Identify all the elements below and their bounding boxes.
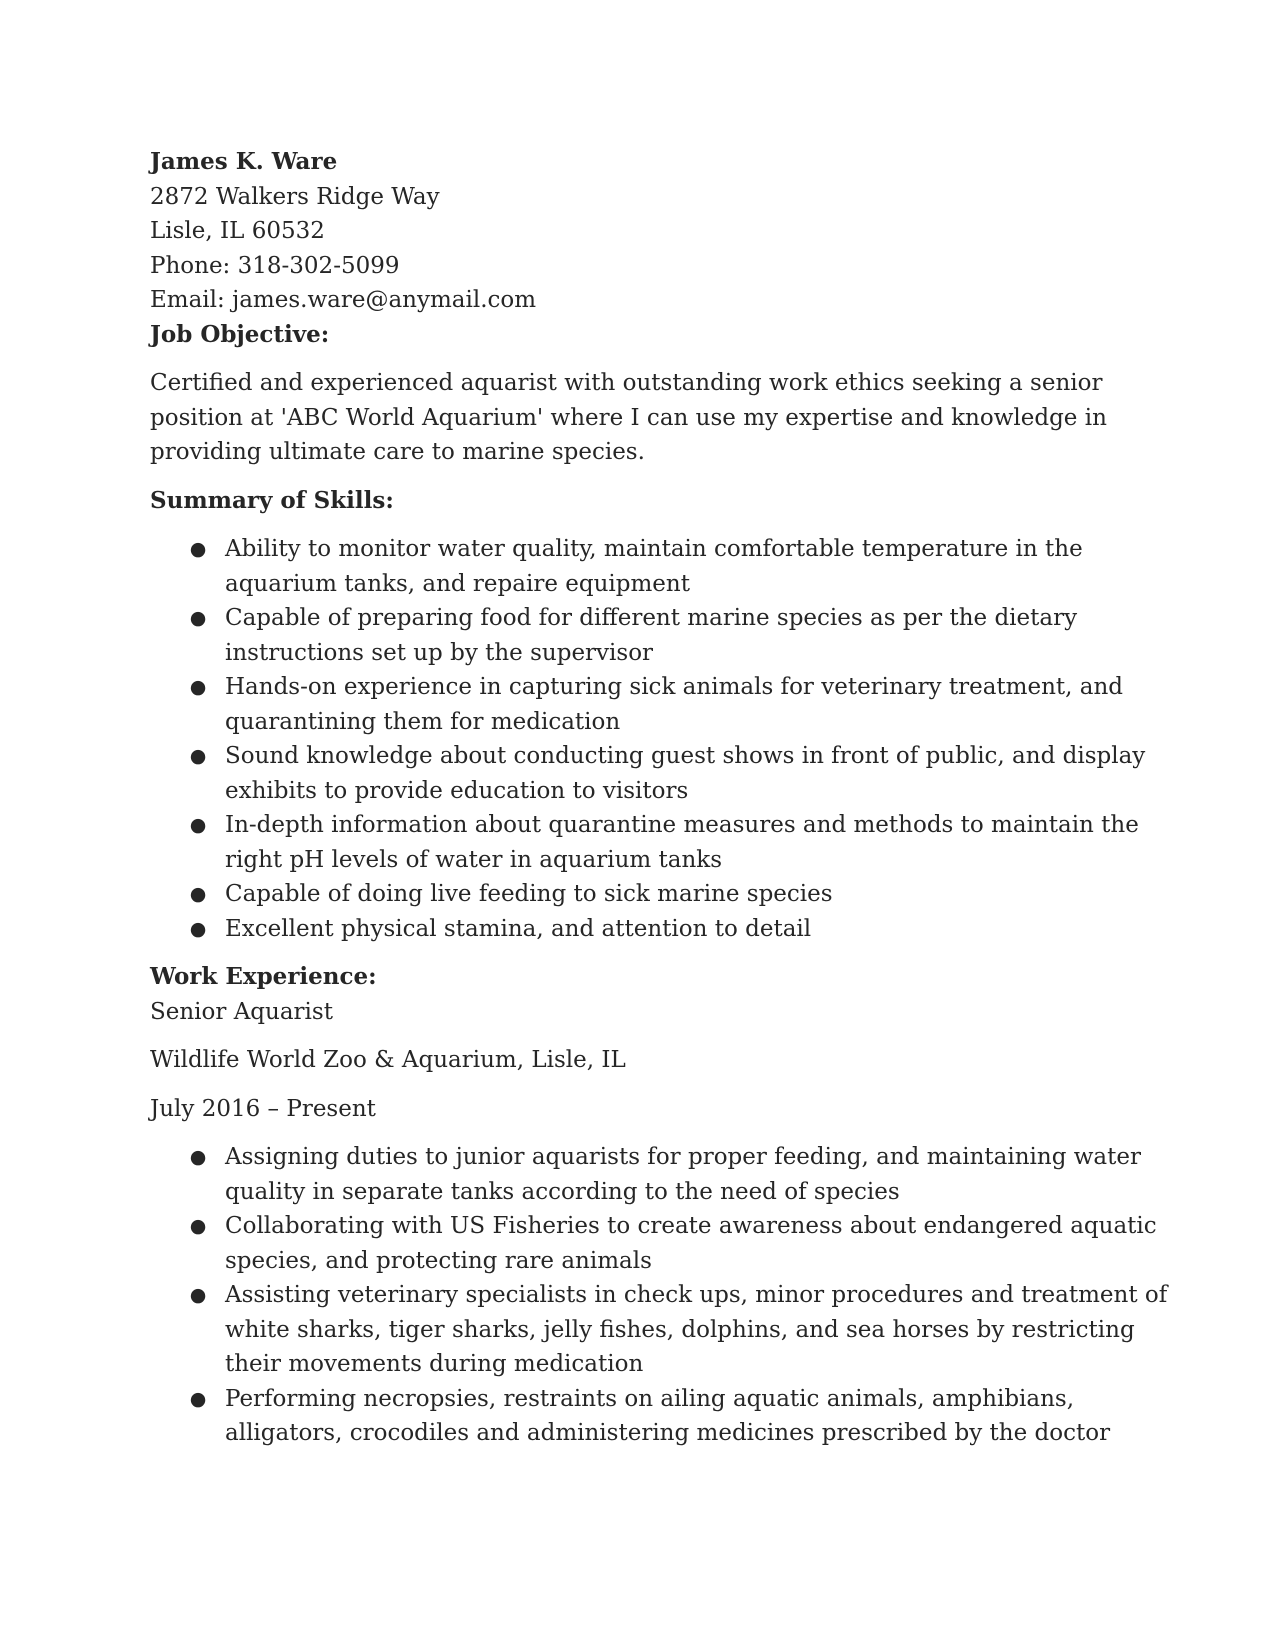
bullet-icon: ● <box>189 814 207 836</box>
email-address: Email: james.ware@anymail.com <box>150 287 537 313</box>
job-company: Wildlife World Zoo & Aquarium, Lisle, IL <box>150 1047 626 1073</box>
list-item-line: species, and protecting rare animals <box>225 1247 652 1274</box>
list-item-line: Capable of doing live feeding to sick marine species <box>225 881 833 907</box>
list-item-line: quality in separate tanks according to the need of species <box>225 1178 900 1205</box>
bullet-icon: ● <box>189 1146 207 1168</box>
skill-item <box>150 808 1139 877</box>
address-line-1: 2872 Walkers Ridge Way <box>150 183 440 210</box>
list-item-line: Ability to monitor water quality, maintain comfortable temperature in the <box>225 536 1083 562</box>
skill-item <box>150 739 1146 808</box>
list-item-line: Capable of preparing food for different marine species as per the dietary <box>225 605 1078 631</box>
job-title: Senior Aquarist <box>150 998 333 1025</box>
list-item-line: Hands-on experience in capturing sick animals for veterinary treatment, and <box>225 674 1124 700</box>
list-item-line: In-depth information about quarantine measures and methods to maintain the <box>225 812 1139 838</box>
address-line-2: Lisle, IL 60532 <box>150 218 325 244</box>
bullet-icon: ● <box>189 538 207 560</box>
experience-list <box>150 1140 1168 1451</box>
bullet-icon: ● <box>189 883 207 905</box>
skill-item <box>150 912 1120 947</box>
objective-line: position at 'ABC World Aquarium' where I can use my expertise and knowledge in <box>150 404 1107 431</box>
skill-item <box>150 877 1120 912</box>
list-item-line: Assigning duties to junior aquarists for proper feeding, and maintaining water <box>225 1144 1141 1170</box>
list-item-line: Collaborating with US Fisheries to create awareness about endangered aquatic <box>225 1213 1157 1239</box>
skill-item <box>150 601 1120 670</box>
skill-item <box>150 532 1120 601</box>
list-item-line: quarantining them for medication <box>225 708 621 735</box>
list-item-line: Assisting veterinary specialists in check ups, minor procedures and treatment of <box>225 1282 1168 1308</box>
experience-item <box>150 1382 1120 1451</box>
objective-heading: Job Objective: <box>150 320 330 348</box>
objective-line: providing ultimate care to marine species. <box>150 439 645 465</box>
contact-block <box>150 145 1120 318</box>
list-item-line: Performing necropsies, restraints on ailing aquatic animals, amphibians, <box>225 1385 1075 1412</box>
skills-list <box>150 532 1146 946</box>
list-item-line: Sound knowledge about conducting guest shows in front of public, and display <box>225 743 1146 769</box>
list-item-line: instructions set up by the supervisor <box>225 639 654 666</box>
experience-item <box>150 1278 1168 1382</box>
list-item-line: aquarium tanks, and repaire equipment <box>225 570 690 597</box>
list-item-line: white sharks, tiger sharks, jelly fishes, dolphins, and sea horses by restricting <box>225 1316 1135 1343</box>
list-item-line: alligators, crocodiles and administering medicines prescribed by the doctor <box>225 1420 1111 1446</box>
list-item-line: exhibits to provide education to visitors <box>225 777 689 804</box>
objective-line: Certified and experienced aquarist with outstanding work ethics seeking a senior <box>150 370 1103 396</box>
list-item-line: right pH levels of water in aquarium tanks <box>225 846 723 873</box>
resume-page <box>150 145 1168 1465</box>
skills-heading: Summary of Skills: <box>150 486 394 514</box>
bullet-icon: ● <box>189 917 207 940</box>
objective-text <box>150 366 1120 470</box>
bullet-icon: ● <box>189 1387 207 1410</box>
experience-heading: Work Experience: <box>150 963 377 990</box>
phone-number: Phone: 318-302-5099 <box>150 252 400 279</box>
bullet-icon: ● <box>189 676 207 698</box>
bullet-icon: ● <box>189 1215 207 1237</box>
list-item-line: Excellent physical stamina, and attention to detail <box>225 915 812 942</box>
skill-item <box>150 670 1124 739</box>
experience-item <box>150 1209 1157 1278</box>
list-item-line: their movements during medication <box>225 1351 644 1377</box>
bullet-icon: ● <box>189 745 207 767</box>
job-dates: July 2016 – Present <box>150 1095 376 1122</box>
bullet-icon: ● <box>189 1284 207 1306</box>
candidate-name: James K. Ware <box>150 148 338 175</box>
experience-item <box>150 1140 1141 1209</box>
bullet-icon: ● <box>189 607 207 629</box>
